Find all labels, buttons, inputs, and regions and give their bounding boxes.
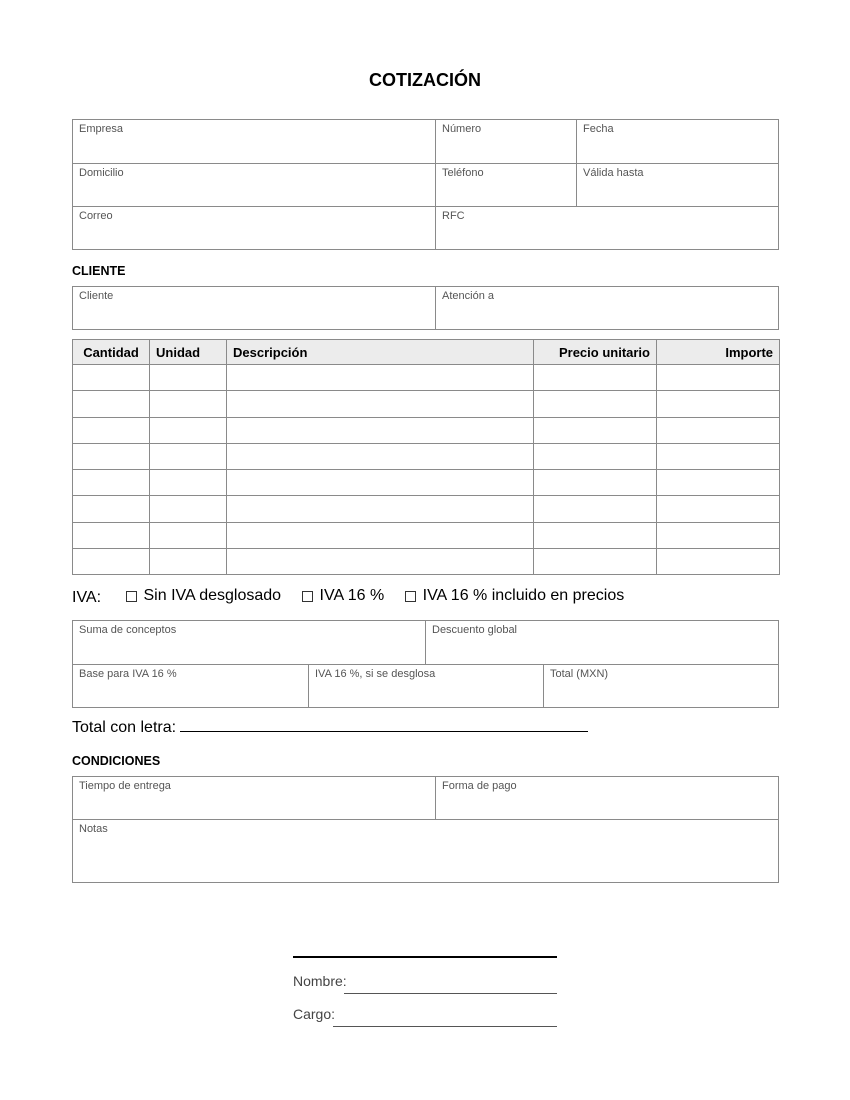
checkbox-icon[interactable] — [405, 591, 416, 602]
signature-line[interactable] — [293, 956, 557, 958]
telefono-label: Teléfono — [442, 167, 484, 179]
iva-option-incluido-label: IVA 16 % incluido en precios — [422, 587, 625, 604]
table-cell[interactable] — [657, 417, 780, 443]
iva-option-16[interactable] — [302, 587, 385, 605]
table-row — [73, 548, 780, 574]
table-cell[interactable] — [657, 548, 780, 574]
table-cell[interactable] — [150, 496, 227, 522]
descuento-field[interactable] — [426, 621, 778, 664]
table-cell[interactable] — [227, 548, 534, 574]
table-row — [73, 443, 780, 469]
base-iva-label: Base para IVA 16 % — [79, 668, 177, 680]
telefono-field[interactable] — [436, 164, 576, 206]
items-table — [72, 339, 780, 575]
notas-label: Notas — [79, 823, 108, 835]
total-label: Total (MXN) — [550, 668, 609, 680]
total-letra-line[interactable] — [180, 715, 588, 732]
table-cell[interactable] — [657, 470, 780, 496]
empresa-label: Empresa — [79, 123, 124, 135]
table-cell[interactable] — [73, 391, 150, 417]
table-row — [73, 417, 780, 443]
table-row — [73, 522, 780, 548]
company-info-grid — [72, 119, 779, 250]
condiciones-heading: CONDICIONES — [72, 754, 161, 768]
rfc-label: RFC — [442, 210, 465, 222]
nombre-line[interactable] — [344, 993, 557, 994]
iva-option-sin[interactable] — [126, 587, 282, 605]
table-cell[interactable] — [227, 391, 534, 417]
valida-hasta-field[interactable] — [577, 164, 778, 206]
table-row — [73, 365, 780, 391]
suma-field[interactable] — [73, 621, 425, 664]
iva-option-sin-label: Sin IVA desglosado — [143, 587, 282, 604]
table-cell[interactable] — [73, 470, 150, 496]
table-cell[interactable] — [227, 417, 534, 443]
correo-field[interactable] — [73, 207, 435, 249]
total-letra-label: Total con letra: — [72, 719, 177, 736]
document-title: COTIZACIÓN — [369, 70, 481, 90]
col-cantidad: Cantidad — [73, 340, 150, 365]
base-iva-field[interactable] — [73, 665, 308, 707]
table-cell[interactable] — [150, 470, 227, 496]
table-cell[interactable] — [534, 470, 657, 496]
table-cell[interactable] — [534, 522, 657, 548]
table-cell[interactable] — [534, 443, 657, 469]
table-cell[interactable] — [73, 496, 150, 522]
fecha-label: Fecha — [583, 123, 614, 135]
checkbox-icon[interactable] — [126, 591, 137, 602]
table-cell[interactable] — [150, 443, 227, 469]
condiciones-grid — [72, 776, 779, 883]
col-unidad: Unidad — [150, 340, 227, 365]
table-cell[interactable] — [150, 522, 227, 548]
numero-field[interactable] — [436, 120, 576, 163]
table-cell[interactable] — [534, 417, 657, 443]
total-field[interactable] — [544, 665, 778, 707]
table-cell[interactable] — [534, 365, 657, 391]
iva-desglose-label: IVA 16 %, si se desglosa — [315, 668, 436, 680]
empresa-field[interactable] — [73, 120, 435, 163]
forma-pago-field[interactable] — [436, 777, 778, 819]
table-cell[interactable] — [227, 522, 534, 548]
total-letra — [72, 715, 588, 737]
cargo-line[interactable] — [333, 1026, 557, 1027]
table-cell[interactable] — [657, 496, 780, 522]
valida-hasta-label: Válida hasta — [583, 167, 644, 179]
table-cell[interactable] — [657, 365, 780, 391]
notas-field[interactable] — [73, 820, 778, 882]
suma-label: Suma de conceptos — [79, 624, 177, 636]
table-cell[interactable] — [657, 522, 780, 548]
col-descripcion: Descripción — [227, 340, 534, 365]
cliente-heading: CLIENTE — [72, 264, 126, 278]
descuento-label: Descuento global — [432, 624, 518, 636]
iva-desglose-field[interactable] — [309, 665, 543, 707]
tiempo-entrega-field[interactable] — [73, 777, 435, 819]
cargo-label: Cargo: — [293, 1006, 336, 1022]
table-cell[interactable] — [150, 548, 227, 574]
table-cell[interactable] — [534, 496, 657, 522]
correo-label: Correo — [79, 210, 113, 222]
table-cell[interactable] — [227, 443, 534, 469]
table-cell[interactable] — [150, 417, 227, 443]
domicilio-label: Domicilio — [79, 167, 124, 179]
table-cell[interactable] — [227, 470, 534, 496]
iva-option-16-label: IVA 16 % — [319, 587, 385, 604]
table-cell[interactable] — [534, 548, 657, 574]
table-cell[interactable] — [73, 522, 150, 548]
totals-grid — [72, 620, 779, 708]
iva-options — [72, 587, 624, 607]
table-cell[interactable] — [73, 548, 150, 574]
table-row — [73, 496, 780, 522]
table-cell[interactable] — [534, 391, 657, 417]
cliente-field[interactable] — [73, 287, 435, 329]
rfc-field[interactable] — [436, 207, 778, 249]
table-row — [73, 470, 780, 496]
forma-pago-label: Forma de pago — [442, 780, 517, 792]
nombre-label: Nombre: — [293, 973, 347, 989]
table-cell[interactable] — [73, 443, 150, 469]
table-cell[interactable] — [73, 417, 150, 443]
col-importe: Importe — [657, 340, 780, 365]
table-cell[interactable] — [657, 391, 780, 417]
domicilio-field[interactable] — [73, 164, 435, 206]
fecha-field[interactable] — [577, 120, 778, 163]
atencion-label: Atención a — [442, 290, 494, 302]
table-cell[interactable] — [73, 365, 150, 391]
col-precio-unitario: Precio unitario — [534, 340, 657, 365]
tiempo-entrega-label: Tiempo de entrega — [79, 780, 171, 792]
table-cell[interactable] — [657, 443, 780, 469]
table-cell[interactable] — [150, 391, 227, 417]
table-cell[interactable] — [227, 365, 534, 391]
cliente-label: Cliente — [79, 290, 114, 302]
iva-option-incluido[interactable] — [405, 587, 625, 605]
items-header-row — [73, 340, 780, 365]
iva-label: IVA: — [72, 588, 102, 606]
table-cell[interactable] — [227, 496, 534, 522]
table-row — [73, 391, 780, 417]
numero-label: Número — [442, 123, 482, 135]
checkbox-icon[interactable] — [302, 591, 313, 602]
table-cell[interactable] — [150, 365, 227, 391]
cliente-grid — [72, 286, 779, 330]
atencion-field[interactable] — [436, 287, 778, 329]
